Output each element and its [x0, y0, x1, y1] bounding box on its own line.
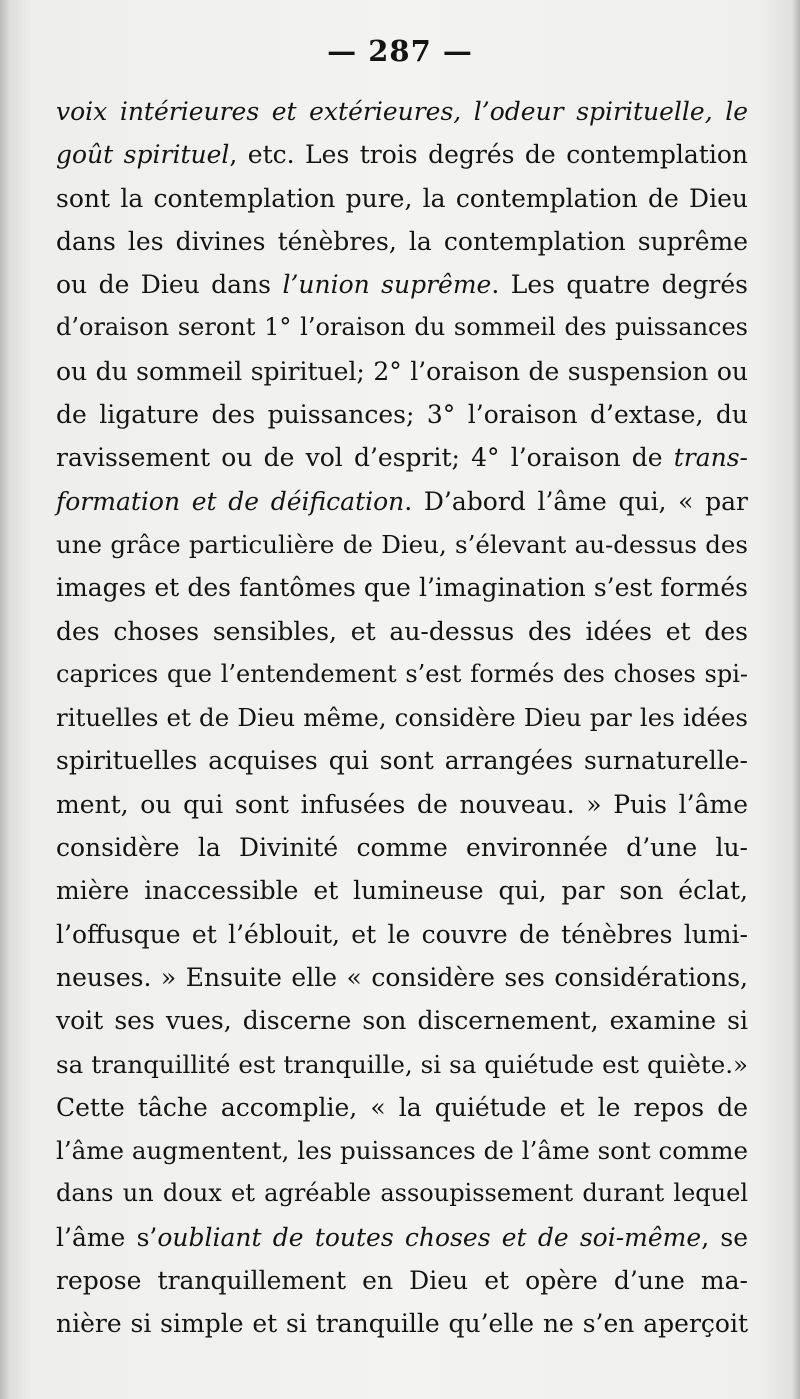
text-line — [56, 566, 748, 609]
text-line — [56, 436, 748, 479]
text-segment: images et des fantômes que l’imagination s’est formés — [56, 573, 748, 603]
italic-text: goût spirituel — [56, 140, 230, 170]
text-line — [56, 1172, 748, 1215]
text-line — [56, 610, 748, 653]
text-segment: l’âme s’ — [56, 1222, 158, 1252]
text-segment: dans les divines ténèbres, la contemplation suprême — [56, 226, 748, 256]
italic-text: voix intérieures et extérieures, l’odeur spirituelle, le — [56, 97, 748, 126]
text-segment: sont la contemplation pure, la contemplation de Dieu — [56, 183, 748, 213]
text-line — [56, 350, 748, 393]
italic-text: trans- — [673, 443, 748, 473]
text-line — [56, 1043, 748, 1086]
italic-text: formation et de déification — [56, 486, 405, 516]
text-line — [56, 133, 748, 176]
text-segment: spirituelles acquises qui sont arrangées surnaturelle- — [56, 746, 748, 776]
page-shadow-left — [0, 0, 10, 1399]
text-segment: de ligature des puissances; 3° l’oraison d’extase, du — [56, 400, 748, 430]
text-line — [56, 177, 748, 220]
text-segment: neuses. » Ensuite elle « considère ses considérations, — [56, 962, 748, 992]
text-segment: dans un doux et agréable assoupissement durant lequel — [56, 1179, 748, 1208]
text-segment: ou du sommeil spirituel; 2° l’oraison de suspension ou — [56, 356, 748, 386]
text-line — [56, 653, 748, 696]
text-segment: , etc. Les trois degrés de contemplation — [229, 140, 748, 170]
text-line — [56, 1086, 748, 1129]
text-segment: . D’abord l’âme qui, « par — [404, 486, 748, 516]
text-line — [56, 1259, 748, 1302]
text-line — [56, 523, 748, 566]
text-segment: mière inaccessible et lumineuse qui, par son éclat, — [56, 876, 748, 906]
text-line — [56, 1302, 748, 1345]
italic-text: oubliant de toutes choses et de soi-même — [157, 1222, 702, 1252]
text-segment: sa tranquillité est tranquille, si sa quiétude est quiète.» — [56, 1049, 748, 1079]
text-segment: l’âme augmentent, les puissances de l’âme sont comme — [56, 1136, 748, 1166]
text-segment: l’offusque et l’éblouit, et le couvre de ténèbres lumi- — [56, 919, 748, 949]
text-line — [56, 1216, 748, 1259]
text-line — [56, 220, 748, 263]
text-line — [56, 826, 748, 869]
text-line — [56, 869, 748, 912]
text-segment: considère la Divinité comme environnée d’une lu- — [56, 833, 748, 863]
text-line — [56, 90, 748, 133]
text-line — [56, 1129, 748, 1172]
text-segment: des choses sensibles, et au-dessus des idées et des — [56, 616, 748, 646]
page-number: — 287 — — [327, 34, 473, 68]
text-segment: d’oraison seront 1° l’oraison du sommeil des puissances — [56, 313, 748, 342]
text-segment: , se — [701, 1222, 748, 1252]
text-line — [56, 999, 748, 1042]
text-segment: caprices que l’entendement s’est formés des choses spi- — [56, 659, 748, 688]
text-line — [56, 913, 748, 956]
text-segment: ravissement ou de vol d’esprit; 4° l’oraison de — [56, 443, 674, 473]
text-line — [56, 696, 748, 739]
text-line — [56, 783, 748, 826]
text-line — [56, 480, 748, 523]
text-segment: ment, ou qui sont infusées de nouveau. » Puis l’âme — [56, 789, 748, 819]
italic-text: l’union suprême — [282, 270, 492, 300]
text-line — [56, 393, 748, 436]
text-segment: une grâce particulière de Dieu, s’élevant au-dessus des — [56, 529, 748, 559]
text-line — [56, 739, 748, 782]
text-segment: Cette tâche accomplie, « la quiétude et le repos de — [56, 1092, 748, 1122]
text-segment: nière si simple et si tranquille qu’elle ne s’en aperçoit — [56, 1309, 748, 1339]
text-line — [56, 263, 748, 306]
text-line — [56, 306, 748, 349]
text-segment: ou de Dieu dans — [56, 270, 283, 300]
page-shadow-right — [792, 0, 800, 1399]
text-segment: repose tranquillement en Dieu et opère d’une ma- — [56, 1266, 748, 1296]
text-segment: . Les quatre degrés — [491, 270, 748, 300]
text-segment: rituelles et de Dieu même, considère Dieu par les idées — [56, 703, 748, 733]
text-segment: voit ses vues, discerne son discernement, examine si — [56, 1006, 748, 1036]
text-line — [56, 956, 748, 999]
body-text — [56, 90, 748, 1346]
